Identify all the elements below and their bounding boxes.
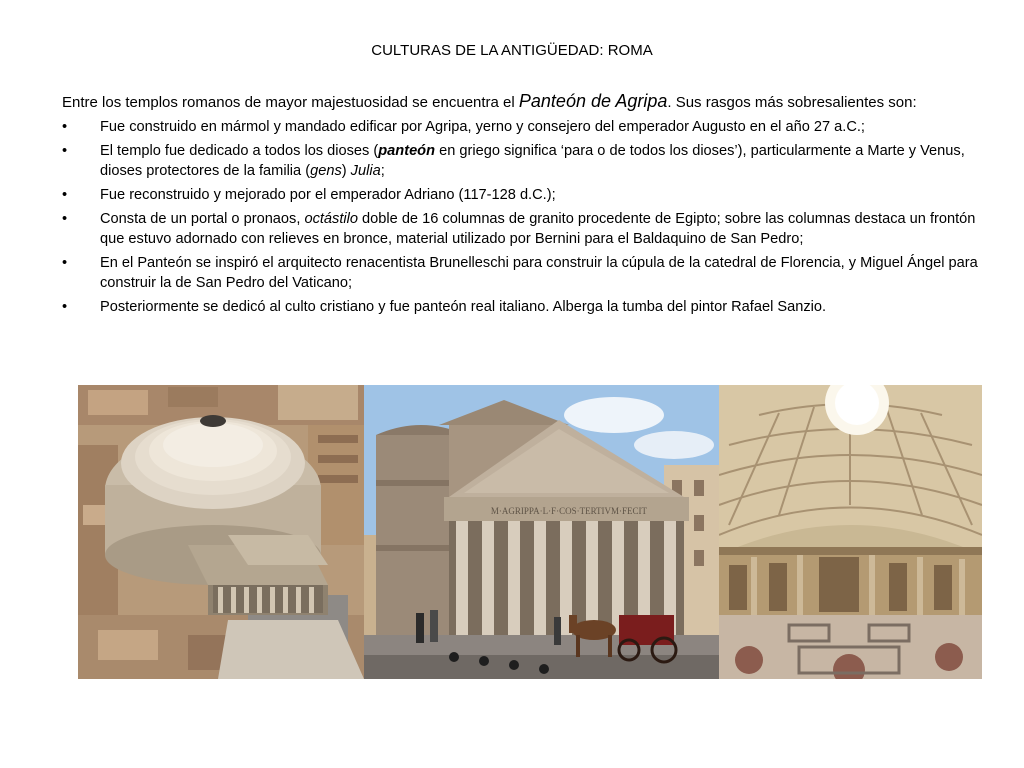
intro-paragraph xyxy=(62,90,982,114)
bullet-text: Fue construido en mármol y mandado edificar por Agripa, yerno y consejero del emperador Augusto en el año 27 a.C.; xyxy=(100,119,865,135)
bullet-italic: octástilo xyxy=(304,211,358,227)
list-item xyxy=(62,185,982,205)
list-item xyxy=(62,141,982,181)
photo-strip xyxy=(78,385,982,679)
bullet-marker: • xyxy=(62,187,68,203)
inscription: M·AGRIPPA·L·F·COS·TERTIVM·FECIT xyxy=(490,506,648,516)
bullet-marker: • xyxy=(62,211,68,227)
bullet-text: ; xyxy=(380,163,385,179)
bullet-bold-italic: panteón xyxy=(378,143,436,159)
bullet-text: En el Panteón se inspiró el arquitecto renacentista Brunelleschi para construir la cúpula de la catedral de Florencia, y Miguel Ángel para construir la de San Pedro del Vaticano; xyxy=(100,255,978,291)
intro-after: . Sus rasgos más sobresalientes son: xyxy=(667,94,917,111)
bullet-text: Consta de un portal o pronaos, xyxy=(100,211,305,227)
pantheon-aerial-photo xyxy=(78,385,364,679)
bullet-marker: • xyxy=(62,119,68,135)
intro-emphasis: Panteón de Agripa xyxy=(518,91,668,111)
list-item xyxy=(62,209,982,249)
slide-title: CULTURAS DE LA ANTIGÜEDAD: ROMA xyxy=(371,42,653,59)
bullet-marker: • xyxy=(62,143,68,159)
feature-list xyxy=(62,117,982,321)
list-item xyxy=(62,297,982,317)
bullet-text: El templo fue dedicado a todos los dioses ( xyxy=(100,143,379,159)
bullet-text: en griego significa ‘para o de todos los dioses’), particularmente a Marte y Venus, dioses protectores de la familia ( xyxy=(100,143,965,179)
bullet-marker: • xyxy=(62,299,68,315)
list-item xyxy=(62,117,982,137)
bullet-italic: gens xyxy=(310,163,342,179)
list-item xyxy=(62,253,982,293)
bullet-text: doble de 16 columnas de granito procedente de Egipto; sobre las columnas destaca un frontón que estuvo adornado con relieves en bronce, material utilizado por Bernini para el Baldaquino de San Pedro; xyxy=(100,211,976,247)
intro-before: Entre los templos romanos de mayor majestuosidad se encuentra el xyxy=(62,94,519,111)
pantheon-facade-photo xyxy=(364,385,719,679)
bullet-italic: Julia xyxy=(350,163,381,179)
bullet-text: ) xyxy=(341,163,351,179)
bullet-text: Fue reconstruido y mejorado por el emperador Adriano (117-128 d.C.); xyxy=(100,187,556,203)
bullet-text: Posteriormente se dedicó al culto cristiano y fue panteón real italiano. Alberga la tumba del pintor Rafael Sanzio. xyxy=(100,299,827,315)
bullet-marker: • xyxy=(62,255,68,271)
pantheon-interior-photo xyxy=(719,385,982,679)
